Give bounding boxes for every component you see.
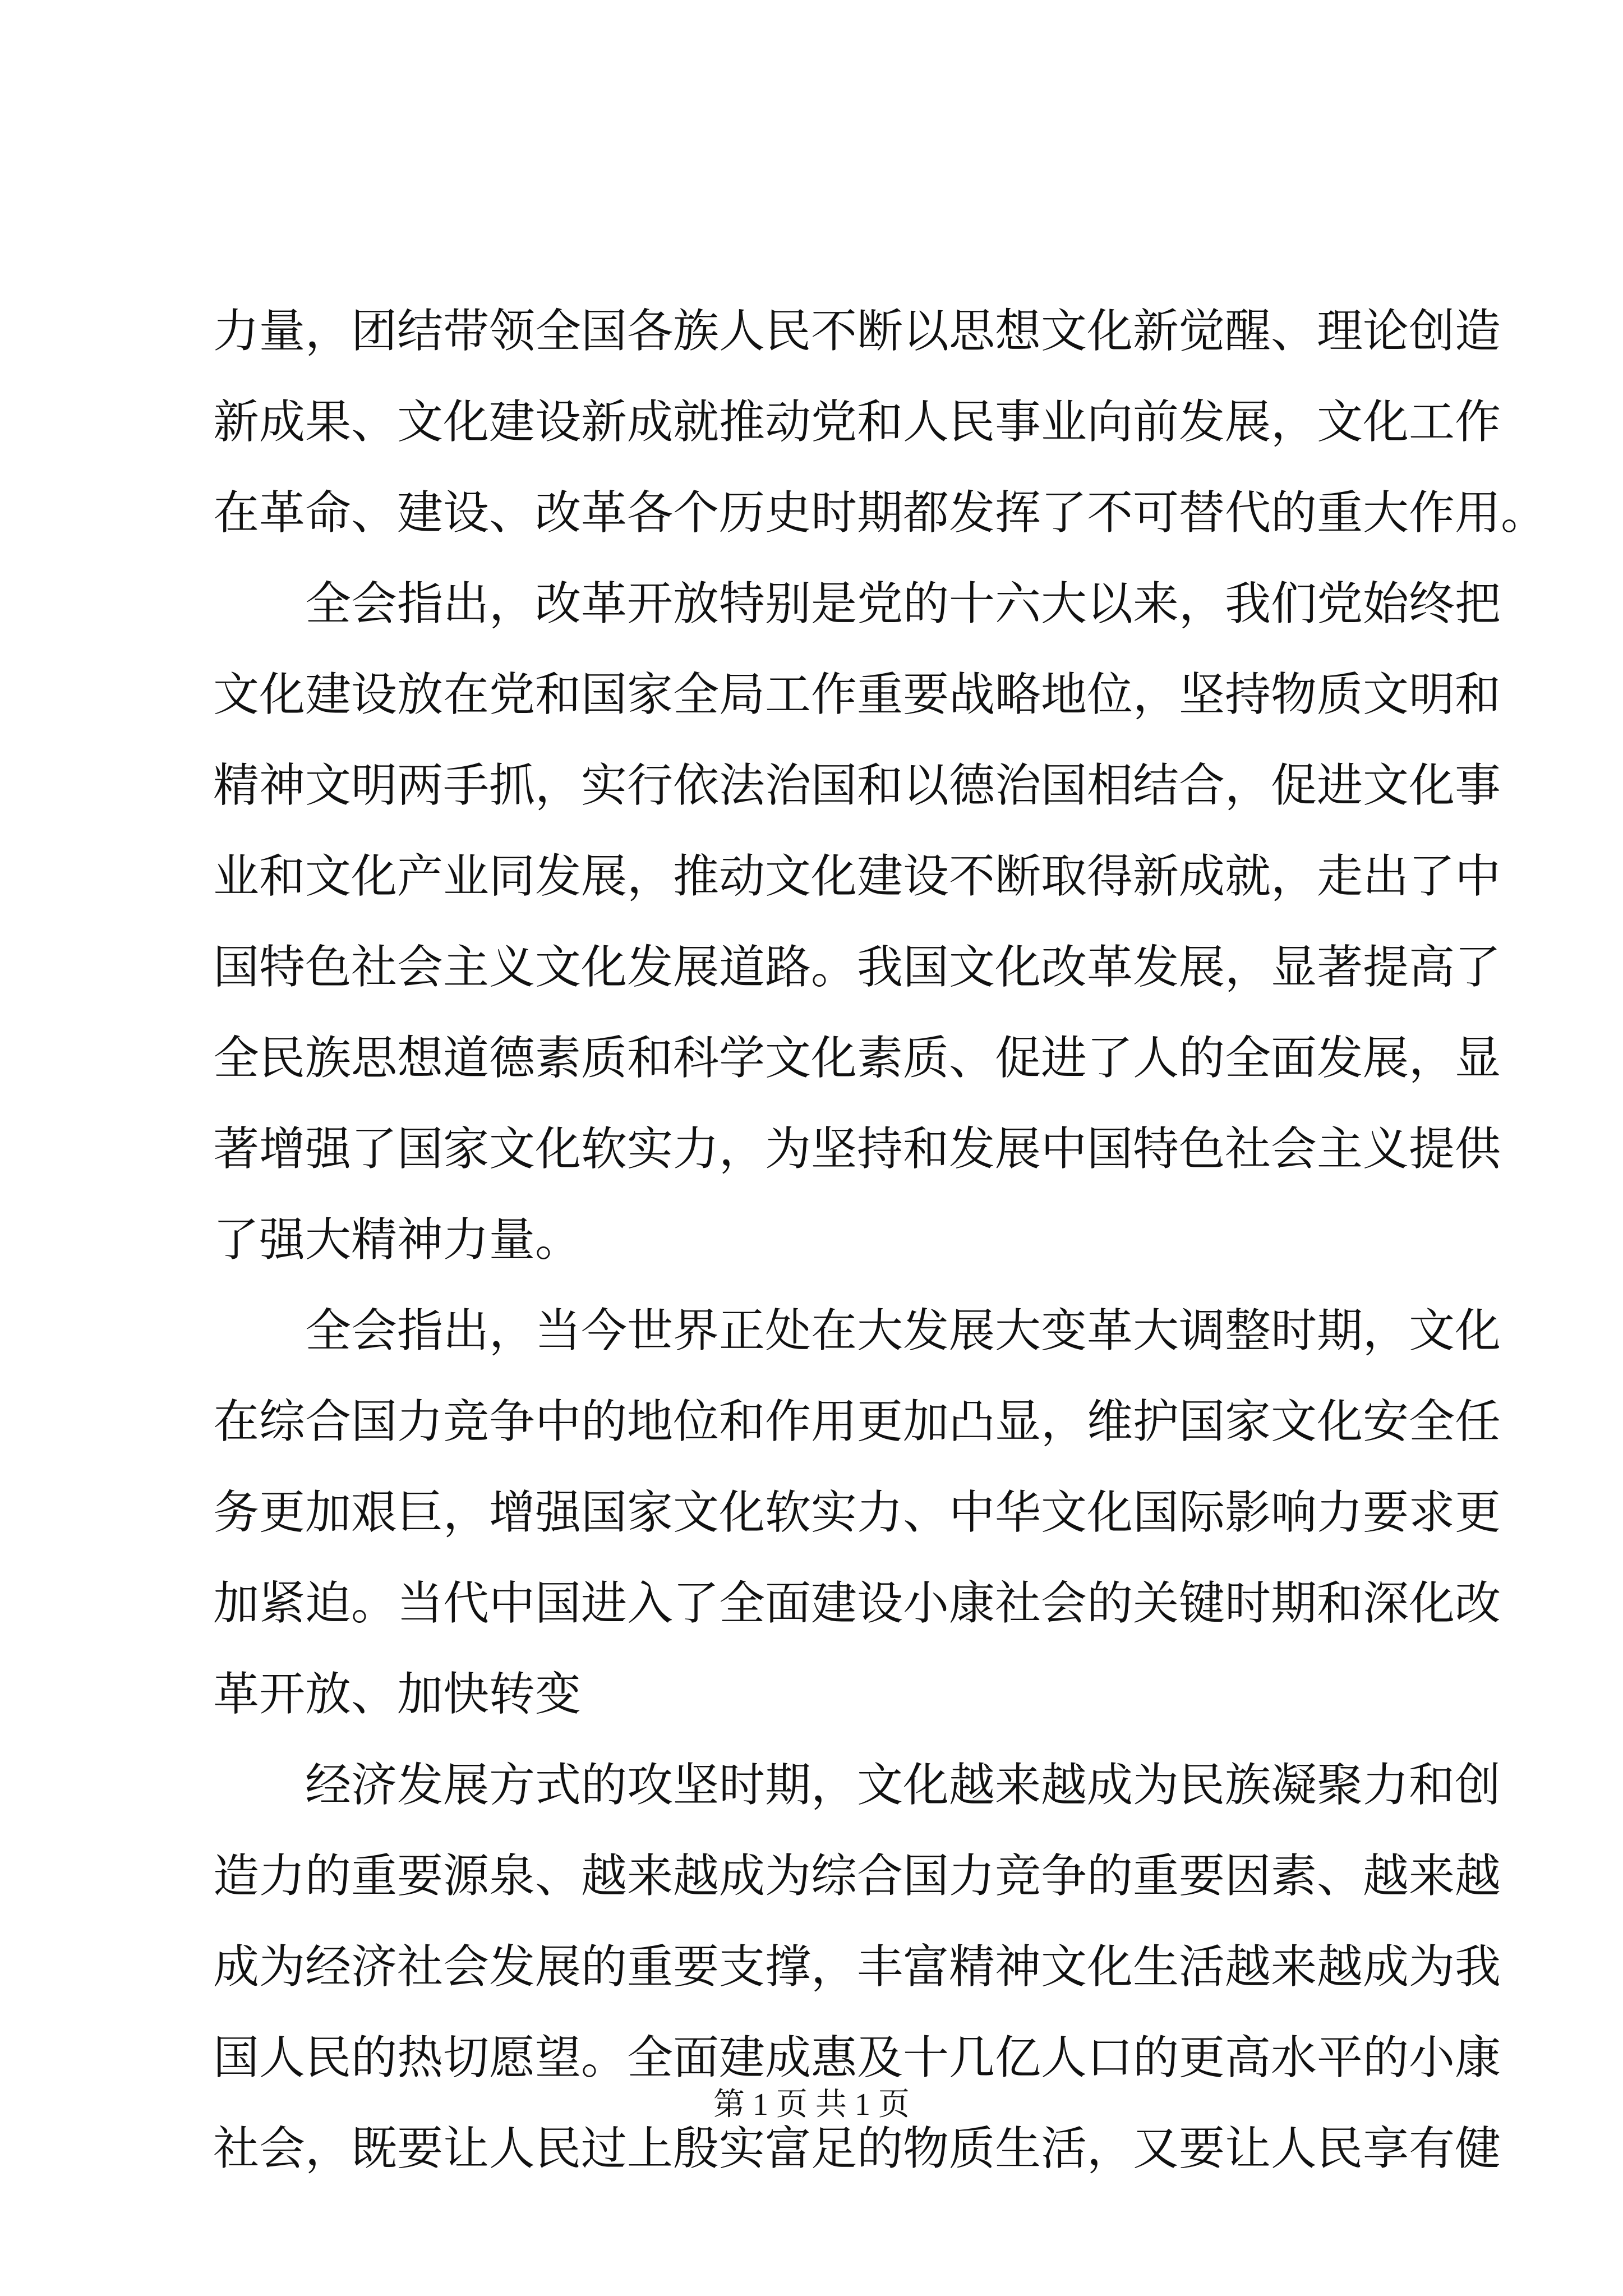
- text-line: 文化建设放在党和国家全局工作重要战略地位，坚持物质文明和: [213, 668, 1501, 721]
- text-line: 革开放、加快转变: [213, 1668, 582, 1721]
- text-line: 成为经济社会发展的重要支撑，丰富精神文化生活越来越成为我: [213, 1940, 1501, 1994]
- text-line: 国人民的热切愿望。全面建成惠及十几亿人口的更高水平的小康: [213, 2031, 1501, 2085]
- text-line: 了强大精神力量。: [213, 1213, 582, 1267]
- text-line: 著增强了国家文化软实力，为坚持和发展中国特色社会主义提供: [213, 1122, 1501, 1176]
- text-line: 在革命、建设、改革各个历史时期都发挥了不可替代的重大作用。: [213, 486, 1547, 540]
- text-line: 造力的重要源泉、越来越成为综合国力竞争的重要因素、越来越: [213, 1849, 1501, 1903]
- text-line: 在综合国力竞争中的地位和作用更加凸显，维护国家文化安全任: [213, 1395, 1501, 1448]
- text-line: 新成果、文化建设新成就推动党和人民事业向前发展，文化工作: [213, 395, 1501, 449]
- page-footer: 第 1 页 共 1 页: [713, 2087, 910, 2122]
- text-line: 全民族思想道德素质和科学文化素质、促进了人的全面发展，显: [213, 1032, 1501, 1085]
- paragraph-first-line: 经济发展方式的攻坚时期，文化越来越成为民族凝聚力和创: [305, 1759, 1501, 1812]
- paragraph-first-line: 全会指出，当今世界正处在大发展大变革大调整时期，文化: [305, 1304, 1501, 1358]
- text-line: 精神文明两手抓，实行依法治国和以德治国相结合，促进文化事: [213, 759, 1501, 812]
- document-body: [213, 286, 1547, 2194]
- paragraph-first-line: 全会指出，改革开放特别是党的十六大以来，我们党始终把: [305, 577, 1501, 631]
- text-line: 加紧迫。当代中国进入了全面建设小康社会的关键时期和深化改: [213, 1577, 1501, 1630]
- text-line: 务更加艰巨，增强国家文化软实力、中华文化国际影响力要求更: [213, 1486, 1501, 1539]
- text-line: 社会，既要让人民过上殷实富足的物质生活，又要让人民享有健: [213, 2122, 1501, 2175]
- text-line: 力量，团结带领全国各族人民不断以思想文化新觉醒、理论创造: [213, 305, 1501, 358]
- text-line: 业和文化产业同发展，推动文化建设不断取得新成就，走出了中: [213, 850, 1501, 903]
- text-line: 国特色社会主义文化发展道路。我国文化改革发展，显著提高了: [213, 941, 1501, 994]
